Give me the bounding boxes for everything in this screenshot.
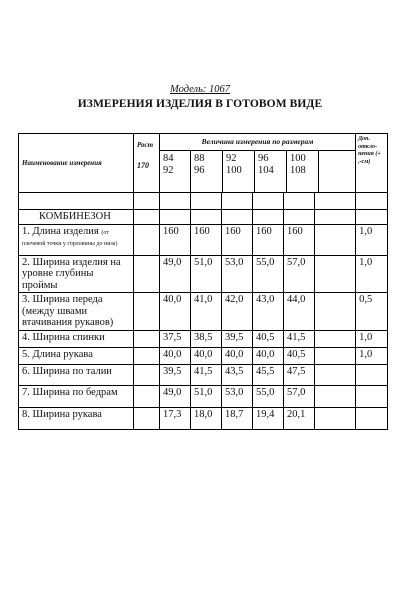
value-cell: 41,0 bbox=[191, 293, 222, 331]
row-name-cell bbox=[19, 224, 134, 255]
rost-cell bbox=[134, 330, 160, 347]
blank-cell bbox=[191, 210, 222, 225]
value-cell: 42,0 bbox=[222, 293, 253, 331]
tolerance-cell bbox=[356, 364, 388, 385]
value-cell: 45,5 bbox=[253, 364, 284, 385]
header-sizes-cell bbox=[160, 134, 356, 193]
blank-cell bbox=[315, 385, 356, 407]
table-row bbox=[19, 255, 388, 293]
value-cell: 43,5 bbox=[222, 364, 253, 385]
size-top: 84 bbox=[163, 153, 174, 164]
table-row bbox=[19, 224, 388, 255]
blank-cell bbox=[315, 255, 356, 293]
value-cell: 160 bbox=[160, 224, 191, 255]
value-cell: 40,5 bbox=[253, 330, 284, 347]
rost-cell bbox=[134, 224, 160, 255]
value-cell: 55,0 bbox=[253, 385, 284, 407]
tolerance-cell bbox=[356, 407, 388, 429]
size-bottom: 92 bbox=[163, 164, 174, 176]
blank-cell bbox=[284, 193, 315, 210]
value-cell: 49,0 bbox=[160, 255, 191, 293]
tolerance-cell: 1,0 bbox=[356, 330, 388, 347]
value-cell: 51,0 bbox=[191, 385, 222, 407]
header-tolerance-cell bbox=[356, 134, 388, 193]
measurements-table bbox=[18, 133, 388, 430]
value-cell: 20,1 bbox=[284, 407, 315, 429]
blank-cell bbox=[356, 210, 388, 225]
blank-cell bbox=[191, 193, 222, 210]
header-sizes-label: Величина измерения по размерам bbox=[201, 137, 314, 146]
size-col-3 bbox=[223, 151, 255, 192]
header-name-label: Наименование измерения bbox=[22, 158, 102, 167]
blank-cell bbox=[315, 347, 356, 364]
row-name: 8. Ширина рукава bbox=[19, 407, 134, 429]
size-bottom: 100 bbox=[226, 164, 242, 176]
size-col-empty bbox=[319, 151, 355, 192]
blank-cell bbox=[315, 407, 356, 429]
blank-cell bbox=[315, 330, 356, 347]
value-cell: 17,3 bbox=[160, 407, 191, 429]
row-name: 4. Ширина спинки bbox=[19, 330, 134, 347]
blank-cell bbox=[19, 193, 134, 210]
size-top: 96 bbox=[258, 153, 269, 164]
value-cell: 18,0 bbox=[191, 407, 222, 429]
blank-cell bbox=[253, 210, 284, 225]
row-name: 6. Ширина по талии bbox=[19, 364, 134, 385]
value-cell: 160 bbox=[284, 224, 315, 255]
blank-cell bbox=[222, 210, 253, 225]
value-cell: 53,0 bbox=[222, 385, 253, 407]
size-col-1 bbox=[160, 151, 191, 192]
tolerance-cell: 1,0 bbox=[356, 347, 388, 364]
tolerance-cell: 0,5 bbox=[356, 293, 388, 331]
size-top: 92 bbox=[226, 153, 237, 164]
size-col-4 bbox=[255, 151, 287, 192]
row-name: 2. Ширина изделия на уровне глубины проймы bbox=[19, 255, 134, 293]
size-top: 100 bbox=[290, 153, 306, 164]
value-cell: 41,5 bbox=[191, 364, 222, 385]
value-cell: 40,0 bbox=[191, 347, 222, 364]
row-name: 7. Ширина по бедрам bbox=[19, 385, 134, 407]
tolerance-cell: 1,0 bbox=[356, 255, 388, 293]
size-col-2 bbox=[191, 151, 223, 192]
header-name-cell bbox=[19, 134, 134, 193]
size-bottom: 96 bbox=[194, 164, 205, 176]
value-cell: 40,0 bbox=[160, 347, 191, 364]
value-cell: 38,5 bbox=[191, 330, 222, 347]
table-row bbox=[19, 407, 388, 429]
value-cell: 53,0 bbox=[222, 255, 253, 293]
blank-cell bbox=[134, 193, 160, 210]
header-rost-value: 170 bbox=[137, 160, 149, 170]
blank-cell bbox=[160, 193, 191, 210]
blank-cell bbox=[315, 210, 356, 225]
blank-cell bbox=[315, 364, 356, 385]
size-bottom: 108 bbox=[290, 164, 306, 176]
row-name: 1. Длина изделия bbox=[22, 225, 99, 237]
rost-cell bbox=[134, 347, 160, 364]
tolerance-cell bbox=[356, 385, 388, 407]
section-label: КОМБИНЕЗОН bbox=[19, 210, 134, 225]
model-label: Модель: 1067 bbox=[169, 84, 231, 95]
value-cell: 49,0 bbox=[160, 385, 191, 407]
blank-cell bbox=[315, 224, 356, 255]
size-col-5 bbox=[287, 151, 319, 192]
blank-cell bbox=[134, 210, 160, 225]
header-rost-label: Рост bbox=[137, 141, 154, 149]
rost-cell bbox=[134, 407, 160, 429]
value-cell: 160 bbox=[253, 224, 284, 255]
value-cell: 37,5 bbox=[160, 330, 191, 347]
value-cell: 40,0 bbox=[253, 347, 284, 364]
header-row bbox=[19, 134, 388, 193]
value-cell: 160 bbox=[222, 224, 253, 255]
value-cell: 160 bbox=[191, 224, 222, 255]
rost-cell bbox=[134, 293, 160, 331]
blank-cell bbox=[160, 210, 191, 225]
blank-cell bbox=[253, 193, 284, 210]
rost-cell bbox=[134, 255, 160, 293]
value-cell: 40,0 bbox=[222, 347, 253, 364]
value-cell: 18,7 bbox=[222, 407, 253, 429]
value-cell: 41,5 bbox=[284, 330, 315, 347]
value-cell: 19,4 bbox=[253, 407, 284, 429]
value-cell: 43,0 bbox=[253, 293, 284, 331]
value-cell: 57,0 bbox=[284, 255, 315, 293]
blank-cell bbox=[315, 293, 356, 331]
row-name: 5. Длина рукава bbox=[19, 347, 134, 364]
blank-cell bbox=[284, 210, 315, 225]
value-cell: 39,5 bbox=[160, 364, 191, 385]
blank-row bbox=[19, 193, 388, 210]
header-tolerance-label: Доп. откло- нения (+ ,-см) bbox=[358, 136, 381, 165]
table-row bbox=[19, 330, 388, 347]
size-bottom: 104 bbox=[258, 164, 274, 176]
tolerance-cell: 1,0 bbox=[356, 224, 388, 255]
page-title: ИЗМЕРЕНИЯ ИЗДЕЛИЯ В ГОТОВОМ ВИДЕ bbox=[77, 98, 323, 110]
row-name: 3. Ширина переда (между швами втачивания рукавов) bbox=[19, 293, 134, 331]
table-row bbox=[19, 364, 388, 385]
header-rost-cell bbox=[134, 134, 160, 193]
value-cell: 44,0 bbox=[284, 293, 315, 331]
section-row bbox=[19, 210, 388, 225]
value-cell: 40,5 bbox=[284, 347, 315, 364]
blank-cell bbox=[315, 193, 356, 210]
value-cell: 55,0 bbox=[253, 255, 284, 293]
table-row bbox=[19, 347, 388, 364]
value-cell: 40,0 bbox=[160, 293, 191, 331]
row-note: (от плечевой точки у горловины до низа) bbox=[22, 229, 118, 247]
size-top: 88 bbox=[194, 153, 205, 164]
rost-cell bbox=[134, 364, 160, 385]
rost-cell bbox=[134, 385, 160, 407]
table-row bbox=[19, 385, 388, 407]
value-cell: 57,0 bbox=[284, 385, 315, 407]
table-row bbox=[19, 293, 388, 331]
blank-cell bbox=[356, 193, 388, 210]
value-cell: 39,5 bbox=[222, 330, 253, 347]
value-cell: 47,5 bbox=[284, 364, 315, 385]
blank-cell bbox=[222, 193, 253, 210]
value-cell: 51,0 bbox=[191, 255, 222, 293]
